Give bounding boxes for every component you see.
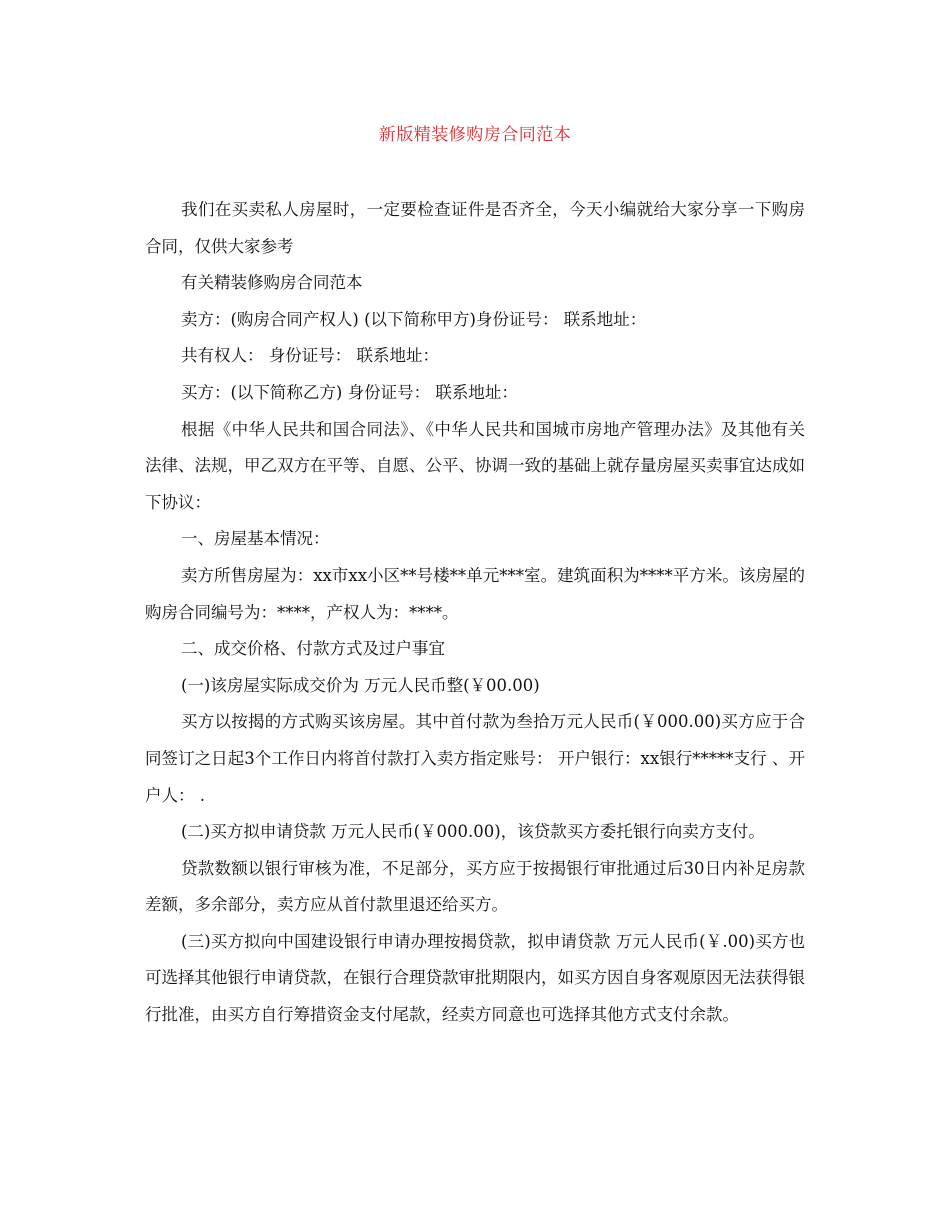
paragraph-clause-3: (三)买方拟向中国建设银行申请办理按揭贷款，拟申请贷款 万元人民币(￥.00)买方也可选择其他银行申请贷款，在银行合理贷款审批期限内，如买方因自身客观原因无法获得银行批准，由买方自行筹措资金支付尾款，经卖方同意也可选择其他方式支付余款。 bbox=[145, 931, 806, 1025]
section-heading-price-payment: 二、成交价格、付款方式及过户事宜 bbox=[181, 639, 445, 659]
paragraph-loan-amount: 贷款数额以银行审核为准，不足部分，买方应于按揭银行审批通过后30日内补足房款差额，多余部分，卖方应从首付款里退还给买方。 bbox=[145, 858, 805, 915]
paragraph-clause-2: (二)买方拟申请贷款 万元人民币(￥000.00)，该贷款买方委托银行向卖方支付。 bbox=[181, 822, 765, 842]
paragraph-property-details: 卖方所售房屋为：xx市xx小区**号楼**单元***室。建筑面积为****平方米。该房屋的购房合同编号为：****，产权人为：****。 bbox=[145, 565, 805, 622]
paragraph-co-owner: 共有权人： 身份证号： 联系地址： bbox=[181, 346, 439, 366]
paragraph-intro: 我们在买卖私人房屋时，一定要检查证件是否齐全，今天小编就给大家分享一下购房合同，仅供大家参考 bbox=[145, 200, 805, 256]
section-heading-property: 一、房屋基本情况： bbox=[181, 529, 330, 549]
paragraph-seller: 卖方：(购房合同产权人) (以下简称甲方)身份证号： 联系地址： bbox=[181, 309, 647, 329]
paragraph-buyer: 买方：(以下简称乙方) 身份证号： 联系地址： bbox=[181, 382, 518, 402]
paragraph-legal-basis: 根据《中华人民共和国合同法》、《中华人民共和国城市房地产管理办法》及其他有关法律、法规，甲乙双方在平等、自愿、公平、协调一致的基础上就存量房屋买卖事宜达成如下协议： bbox=[145, 419, 805, 512]
document-title: 新版精装修购房合同范本 bbox=[378, 125, 572, 145]
document-body bbox=[145, 192, 805, 1034]
paragraph-subtitle: 有关精装修购房合同范本 bbox=[181, 273, 363, 293]
paragraph-clause-1: (一)该房屋实际成交价为 万元人民币整(￥00.00) bbox=[181, 675, 540, 695]
paragraph-down-payment: 买方以按揭的方式购买该房屋。其中首付款为叁拾万元人民币(￥000.00)买方应于合同签订之日起3个工作日内将首付款打入卖方指定账号： 开户银行：xx银行*****支行 、开户人： . bbox=[145, 712, 805, 805]
